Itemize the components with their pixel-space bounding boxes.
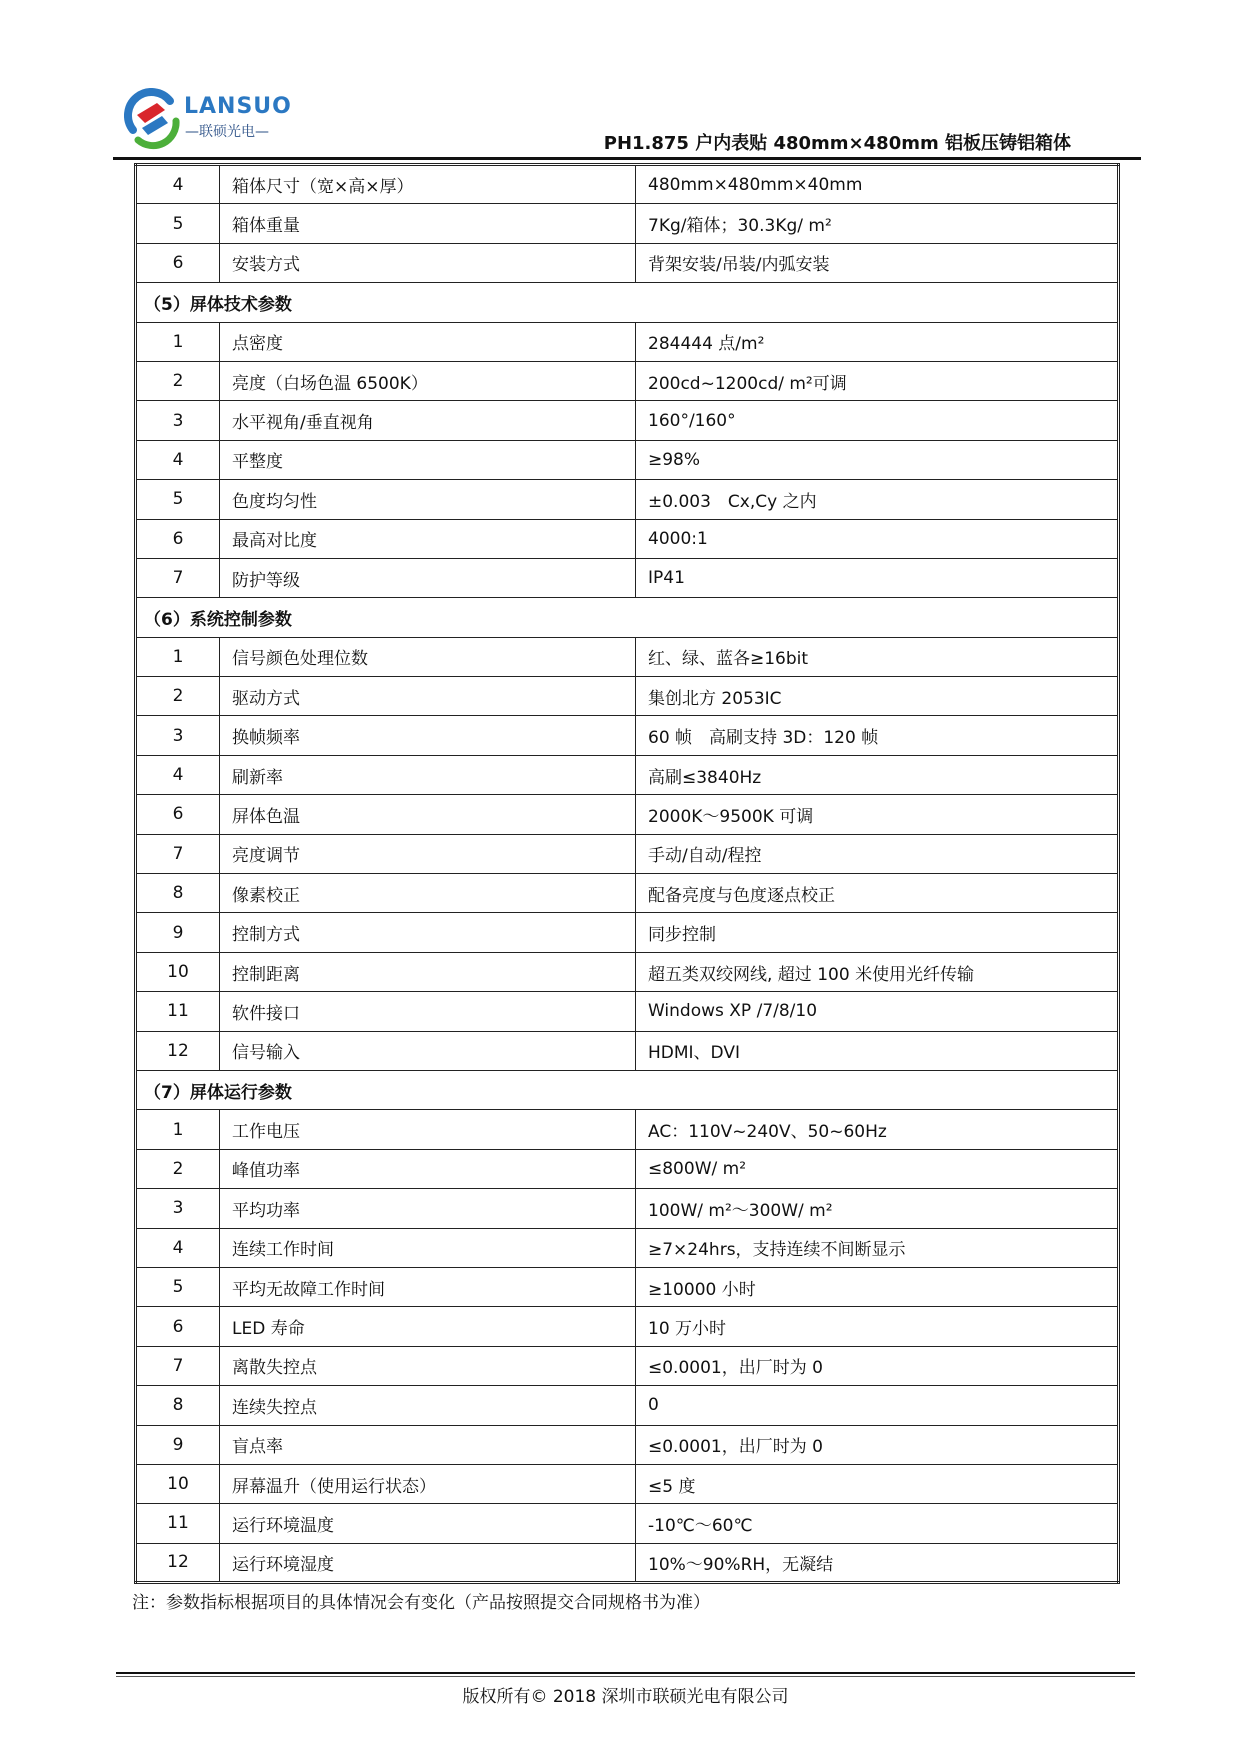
section-title: （5）屏体技术参数 <box>136 283 1119 322</box>
spec-item-cell: 色度均匀性 <box>220 480 636 519</box>
spec-value-cell: 480mm×480mm×40mm <box>636 165 1119 204</box>
spec-value-cell: ≤0.0001，出厂时为 0 <box>636 1425 1119 1464</box>
spec-value-cell: 高刷≤3840Hz <box>636 755 1119 794</box>
spec-row <box>136 1228 1119 1267</box>
spec-item-cell: 像素校正 <box>220 874 636 913</box>
logo-swirl-icon <box>124 88 182 150</box>
header-divider <box>113 157 1141 160</box>
spec-table <box>134 163 1120 1584</box>
spec-item-cell: 软件接口 <box>220 992 636 1031</box>
section-title: （6）系统控制参数 <box>136 598 1119 637</box>
spec-row <box>136 795 1119 834</box>
spec-row <box>136 677 1119 716</box>
spec-no-cell: 5 <box>136 1267 220 1306</box>
spec-no-cell: 3 <box>136 716 220 755</box>
spec-value-cell: Windows XP /7/8/10 <box>636 992 1119 1031</box>
spec-item-cell: 平均无故障工作时间 <box>220 1267 636 1306</box>
spec-row <box>136 361 1119 400</box>
spec-row <box>136 558 1119 597</box>
spec-value-cell: ≥98% <box>636 440 1119 479</box>
spec-value-cell: 2000K～9500K 可调 <box>636 795 1119 834</box>
spec-value-cell: IP41 <box>636 558 1119 597</box>
spec-row <box>136 1386 1119 1425</box>
spec-value-cell: 背架安装/吊装/内弧安装 <box>636 243 1119 282</box>
spec-value-cell: ≤800W/ m² <box>636 1149 1119 1188</box>
spec-row <box>136 401 1119 440</box>
spec-item-cell: 运行环境湿度 <box>220 1543 636 1582</box>
spec-item-cell: 最高对比度 <box>220 519 636 558</box>
footer-copyright: 版权所有© 2018 深圳市联硕光电有限公司 <box>462 1687 789 1707</box>
spec-row <box>136 1307 1119 1346</box>
spec-item-cell: 运行环境温度 <box>220 1504 636 1543</box>
spec-no-cell: 9 <box>136 913 220 952</box>
spec-item-cell: 控制方式 <box>220 913 636 952</box>
footer-divider <box>116 1672 1135 1674</box>
logo-name: LANSUO <box>184 94 292 119</box>
spec-row <box>136 165 1119 204</box>
spec-no-cell: 1 <box>136 637 220 676</box>
spec-value-cell: 红、绿、蓝各≥16bit <box>636 637 1119 676</box>
spec-row <box>136 1504 1119 1543</box>
spec-item-cell: 点密度 <box>220 322 636 361</box>
spec-value-cell: ≥10000 小时 <box>636 1267 1119 1306</box>
spec-value-cell: 100W/ m²～300W/ m² <box>636 1189 1119 1228</box>
spec-value-cell: 超五类双绞网线, 超过 100 米使用光纤传输 <box>636 952 1119 991</box>
spec-no-cell: 8 <box>136 874 220 913</box>
spec-item-cell: 盲点率 <box>220 1425 636 1464</box>
spec-value-cell: 10 万小时 <box>636 1307 1119 1346</box>
spec-no-cell: 6 <box>136 1307 220 1346</box>
spec-no-cell: 5 <box>136 480 220 519</box>
spec-row <box>136 1464 1119 1503</box>
spec-item-cell: 控制距离 <box>220 952 636 991</box>
spec-item-cell: 连续失控点 <box>220 1386 636 1425</box>
document-title: PH1.875 户内表贴 480mm×480mm 铝板压铸铝箱体 <box>603 133 1071 154</box>
spec-item-cell: 箱体重量 <box>220 204 636 243</box>
spec-no-cell: 6 <box>136 795 220 834</box>
spec-no-cell: 9 <box>136 1425 220 1464</box>
spec-value-cell: AC：110V~240V、50~60Hz <box>636 1110 1119 1149</box>
spec-value-cell: 60 帧 高刷支持 3D：120 帧 <box>636 716 1119 755</box>
spec-row <box>136 519 1119 558</box>
section-title: （7）屏体运行参数 <box>136 1070 1119 1109</box>
spec-item-cell: 屏体色温 <box>220 795 636 834</box>
spec-row <box>136 322 1119 361</box>
spec-item-cell: 驱动方式 <box>220 677 636 716</box>
spec-value-cell: ≤0.0001，出厂时为 0 <box>636 1346 1119 1385</box>
spec-no-cell: 8 <box>136 1386 220 1425</box>
spec-no-cell: 2 <box>136 677 220 716</box>
spec-row <box>136 874 1119 913</box>
spec-value-cell: ≤5 度 <box>636 1464 1119 1503</box>
spec-item-cell: 防护等级 <box>220 558 636 597</box>
spec-item-cell: 亮度调节 <box>220 834 636 873</box>
spec-row <box>136 755 1119 794</box>
spec-row <box>136 1189 1119 1228</box>
spec-no-cell: 2 <box>136 361 220 400</box>
spec-value-cell: 4000:1 <box>636 519 1119 558</box>
spec-value-cell: 手动/自动/程控 <box>636 834 1119 873</box>
spec-row <box>136 1267 1119 1306</box>
spec-value-cell: 配备亮度与色度逐点校正 <box>636 874 1119 913</box>
section-header-row <box>136 283 1119 322</box>
spec-value-cell: 160°/160° <box>636 401 1119 440</box>
spec-value-cell: 集创北方 2053IC <box>636 677 1119 716</box>
spec-value-cell: -10℃～60℃ <box>636 1504 1119 1543</box>
spec-no-cell: 3 <box>136 1189 220 1228</box>
spec-row <box>136 1031 1119 1070</box>
spec-value-cell: ±0.003 Cx,Cy 之内 <box>636 480 1119 519</box>
spec-no-cell: 7 <box>136 834 220 873</box>
spec-row <box>136 1346 1119 1385</box>
section-header-row <box>136 1070 1119 1109</box>
spec-item-cell: 平均功率 <box>220 1189 636 1228</box>
spec-no-cell: 7 <box>136 558 220 597</box>
logo-tagline: —联硕光电— <box>185 124 269 140</box>
spec-no-cell: 4 <box>136 1228 220 1267</box>
spec-no-cell: 12 <box>136 1031 220 1070</box>
spec-item-cell: 连续工作时间 <box>220 1228 636 1267</box>
spec-value-cell: HDMI、DVI <box>636 1031 1119 1070</box>
spec-row <box>136 992 1119 1031</box>
spec-item-cell: 信号颜色处理位数 <box>220 637 636 676</box>
spec-no-cell: 6 <box>136 243 220 282</box>
spec-value-cell: 284444 点/m² <box>636 322 1119 361</box>
spec-item-cell: 峰值功率 <box>220 1149 636 1188</box>
spec-row <box>136 1149 1119 1188</box>
spec-item-cell: 水平视角/垂直视角 <box>220 401 636 440</box>
spec-no-cell: 2 <box>136 1149 220 1188</box>
spec-row <box>136 716 1119 755</box>
spec-value-cell: 200cd~1200cd/ m²可调 <box>636 361 1119 400</box>
spec-row <box>136 204 1119 243</box>
spec-item-cell: 箱体尺寸（宽×高×厚） <box>220 165 636 204</box>
spec-row <box>136 834 1119 873</box>
spec-no-cell: 11 <box>136 1504 220 1543</box>
spec-table-body <box>136 165 1119 1583</box>
spec-no-cell: 7 <box>136 1346 220 1385</box>
spec-row <box>136 637 1119 676</box>
spec-item-cell: 刷新率 <box>220 755 636 794</box>
spec-no-cell: 4 <box>136 755 220 794</box>
table-footnote: 注：参数指标根据项目的具体情况会有变化（产品按照提交合同规格书为准） <box>132 1593 710 1613</box>
spec-no-cell: 12 <box>136 1543 220 1582</box>
spec-no-cell: 6 <box>136 519 220 558</box>
spec-value-cell: ≥7×24hrs，支持连续不间断显示 <box>636 1228 1119 1267</box>
spec-item-cell: 信号输入 <box>220 1031 636 1070</box>
company-logo <box>124 88 296 150</box>
spec-item-cell: 平整度 <box>220 440 636 479</box>
spec-value-cell: 同步控制 <box>636 913 1119 952</box>
spec-row <box>136 243 1119 282</box>
spec-value-cell: 10%～90%RH，无凝结 <box>636 1543 1119 1582</box>
spec-item-cell: 屏幕温升（使用运行状态） <box>220 1464 636 1503</box>
spec-value-cell: 0 <box>636 1386 1119 1425</box>
spec-no-cell: 1 <box>136 1110 220 1149</box>
spec-item-cell: 离散失控点 <box>220 1346 636 1385</box>
spec-row <box>136 913 1119 952</box>
footer-divider-thin <box>116 1676 1135 1677</box>
spec-value-cell: 7Kg/箱体；30.3Kg/ m² <box>636 204 1119 243</box>
spec-row <box>136 1543 1119 1582</box>
spec-no-cell: 10 <box>136 952 220 991</box>
spec-row <box>136 1425 1119 1464</box>
spec-row <box>136 480 1119 519</box>
spec-no-cell: 5 <box>136 204 220 243</box>
spec-row <box>136 440 1119 479</box>
spec-item-cell: 换帧频率 <box>220 716 636 755</box>
spec-no-cell: 3 <box>136 401 220 440</box>
spec-item-cell: 工作电压 <box>220 1110 636 1149</box>
spec-item-cell: LED 寿命 <box>220 1307 636 1346</box>
spec-row <box>136 1110 1119 1149</box>
spec-item-cell: 安装方式 <box>220 243 636 282</box>
spec-no-cell: 11 <box>136 992 220 1031</box>
spec-no-cell: 4 <box>136 165 220 204</box>
spec-item-cell: 亮度（白场色温 6500K） <box>220 361 636 400</box>
section-header-row <box>136 598 1119 637</box>
spec-no-cell: 4 <box>136 440 220 479</box>
spec-no-cell: 1 <box>136 322 220 361</box>
spec-no-cell: 10 <box>136 1464 220 1503</box>
spec-row <box>136 952 1119 991</box>
